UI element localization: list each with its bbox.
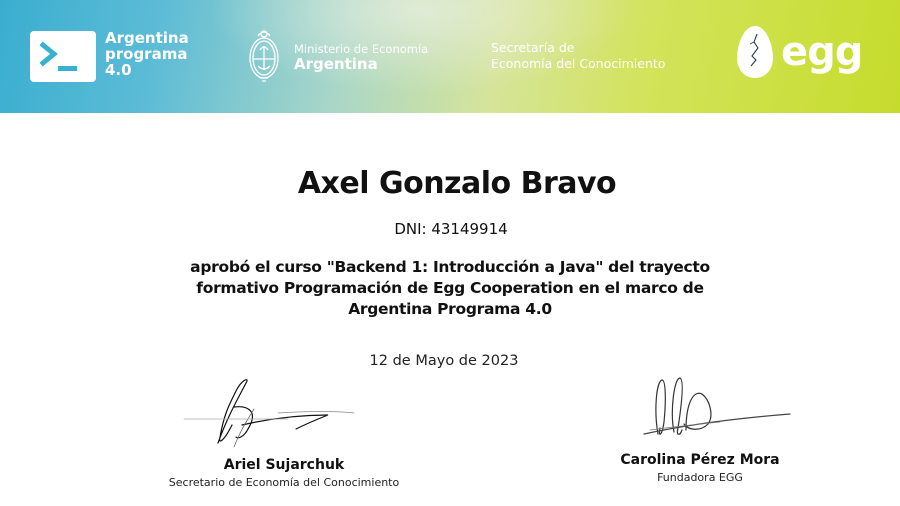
secretaria-line-1: Secretaría de: [491, 40, 575, 55]
signer-name: Carolina Pérez Mora: [620, 452, 780, 468]
issue-date: 12 de Mayo de 2023: [369, 353, 519, 369]
cracked-egg-icon: [735, 24, 775, 82]
signature-block-2: [590, 452, 810, 484]
argentina-programa-wordmark: [105, 30, 189, 78]
ap-line-2: programa: [105, 45, 188, 63]
ministerio-line-2: Argentina: [294, 55, 378, 73]
course-description: [170, 257, 730, 320]
description-line-2: formativo Programación de Egg Cooperation en el marco de: [196, 279, 704, 297]
signer-name: Ariel Sujarchuk: [223, 457, 345, 473]
terminal-prompt-icon: [30, 31, 96, 82]
description-line-3: Argentina Programa 4.0: [348, 300, 552, 318]
ap-line-1: Argentina: [105, 29, 189, 47]
ap-line-3: 4.0: [105, 61, 132, 79]
description-line-1: aprobó el curso "Backend 1: Introducción a Java" del trayecto: [190, 258, 710, 276]
signature-ariel-sujarchuk: [178, 375, 378, 455]
signer-role: Fundadora EGG: [657, 471, 743, 484]
ministerio-wordmark: [294, 43, 428, 73]
coat-of-arms-icon: [244, 26, 284, 86]
argentina-programa-logo: [30, 31, 96, 82]
recipient-dni: DNI: 43149914: [394, 220, 508, 238]
recipient-name: Axel Gonzalo Bravo: [297, 166, 617, 201]
secretaria-wordmark: [491, 40, 665, 72]
signer-role: Secretario de Economía del Conocimiento: [168, 476, 400, 489]
secretaria-line-2: Economía del Conocimiento: [491, 56, 666, 71]
egg-wordmark: egg: [781, 29, 863, 75]
certificate-header-banner: [0, 0, 900, 113]
signature-block-1: [160, 457, 408, 489]
signature-carolina-perez-mora: [630, 372, 800, 447]
ministerio-line-1: Ministerio de Economía: [294, 42, 429, 56]
